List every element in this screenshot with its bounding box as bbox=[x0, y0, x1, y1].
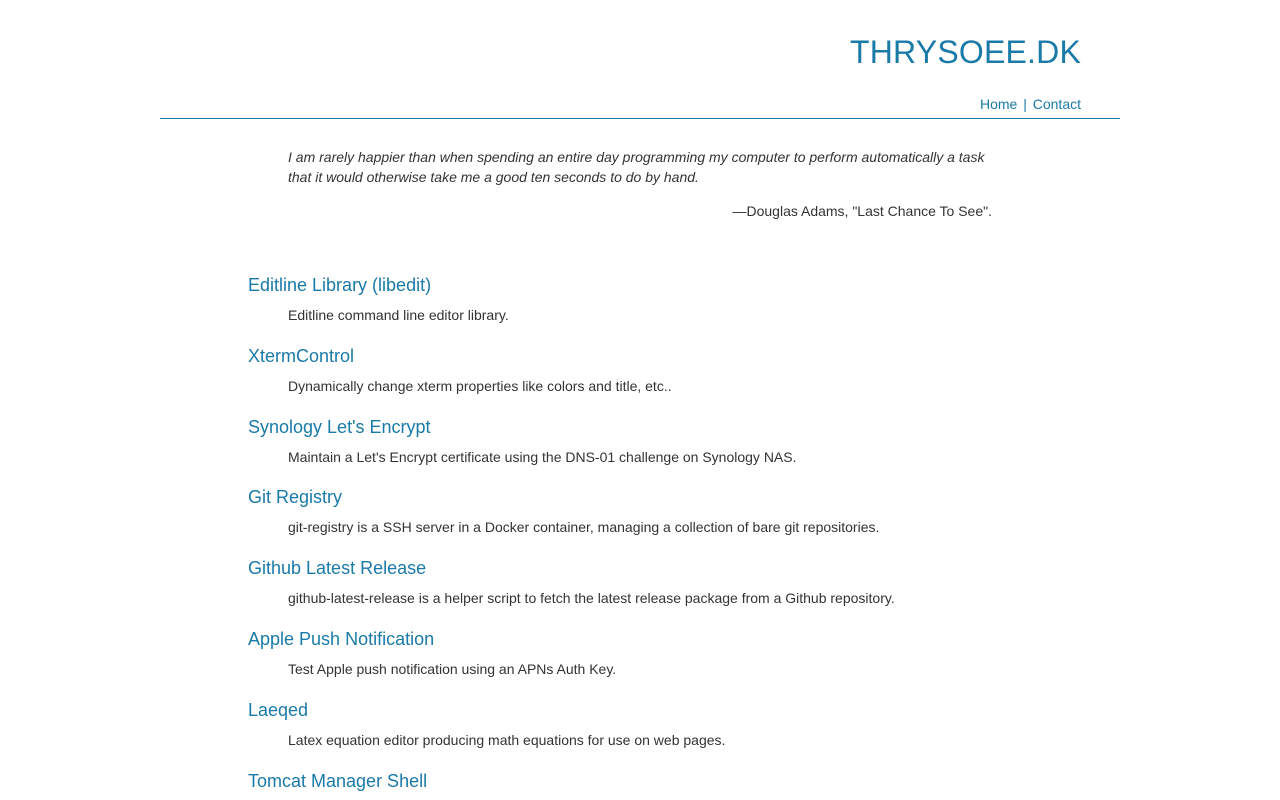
project-description: Dynamically change xterm properties like colors and title, etc.. bbox=[288, 377, 672, 394]
nav-separator: | bbox=[1023, 96, 1027, 112]
project-description: Editline command line editor library. bbox=[288, 307, 509, 323]
project-title-link[interactable]: Tomcat Manager Shell bbox=[248, 770, 428, 791]
project-title-link[interactable]: Synology Let's Encrypt bbox=[248, 416, 431, 437]
project-item bbox=[248, 768, 1008, 800]
epigraph-attribution: —Douglas Adams, "Last Chance To See". bbox=[732, 203, 992, 219]
project-description: Test Apple push notification using an APNs Auth Key. bbox=[288, 660, 617, 677]
project-item bbox=[248, 484, 1008, 555]
project-title-link[interactable]: Github Latest Release bbox=[248, 558, 427, 579]
project-item bbox=[248, 343, 1008, 414]
project-item bbox=[248, 414, 1008, 485]
project-title-link[interactable]: Git Registry bbox=[248, 487, 343, 508]
project-item bbox=[248, 626, 1008, 697]
project-title-link[interactable]: Laeqed bbox=[248, 699, 309, 720]
project-description: git-registry is a SSH server in a Docker container, managing a collection of bare git repositories. bbox=[288, 519, 880, 536]
project-description: github-latest-release is a helper script to fetch the latest release package from a Github repository. bbox=[288, 590, 895, 607]
epigraph-quote: I am rarely happier than when spending an entire day programming my computer to perform automatically a task that it would otherwise take me a good ten seconds to do by hand. bbox=[288, 149, 985, 185]
project-title-link[interactable]: Editline Library (libedit) bbox=[248, 275, 432, 295]
project-item bbox=[248, 272, 1008, 343]
project-item bbox=[248, 555, 1008, 626]
project-title-link[interactable]: XtermControl bbox=[248, 345, 355, 366]
project-list bbox=[248, 272, 1008, 800]
top-nav bbox=[980, 96, 1081, 112]
site-title-link[interactable]: THRYSOEE.DK bbox=[850, 34, 1081, 70]
nav-home-link[interactable]: Home bbox=[979, 96, 1018, 112]
project-item bbox=[248, 697, 1008, 768]
project-title-link[interactable]: Apple Push Notification bbox=[248, 628, 435, 649]
site-header bbox=[160, 0, 1120, 119]
project-description: Maintain a Let's Encrypt certificate using the DNS-01 challenge on Synology NAS. bbox=[288, 448, 797, 465]
nav-contact-link[interactable]: Contact bbox=[1032, 96, 1081, 112]
project-description: Latex equation editor producing math equations for use on web pages. bbox=[288, 731, 726, 748]
